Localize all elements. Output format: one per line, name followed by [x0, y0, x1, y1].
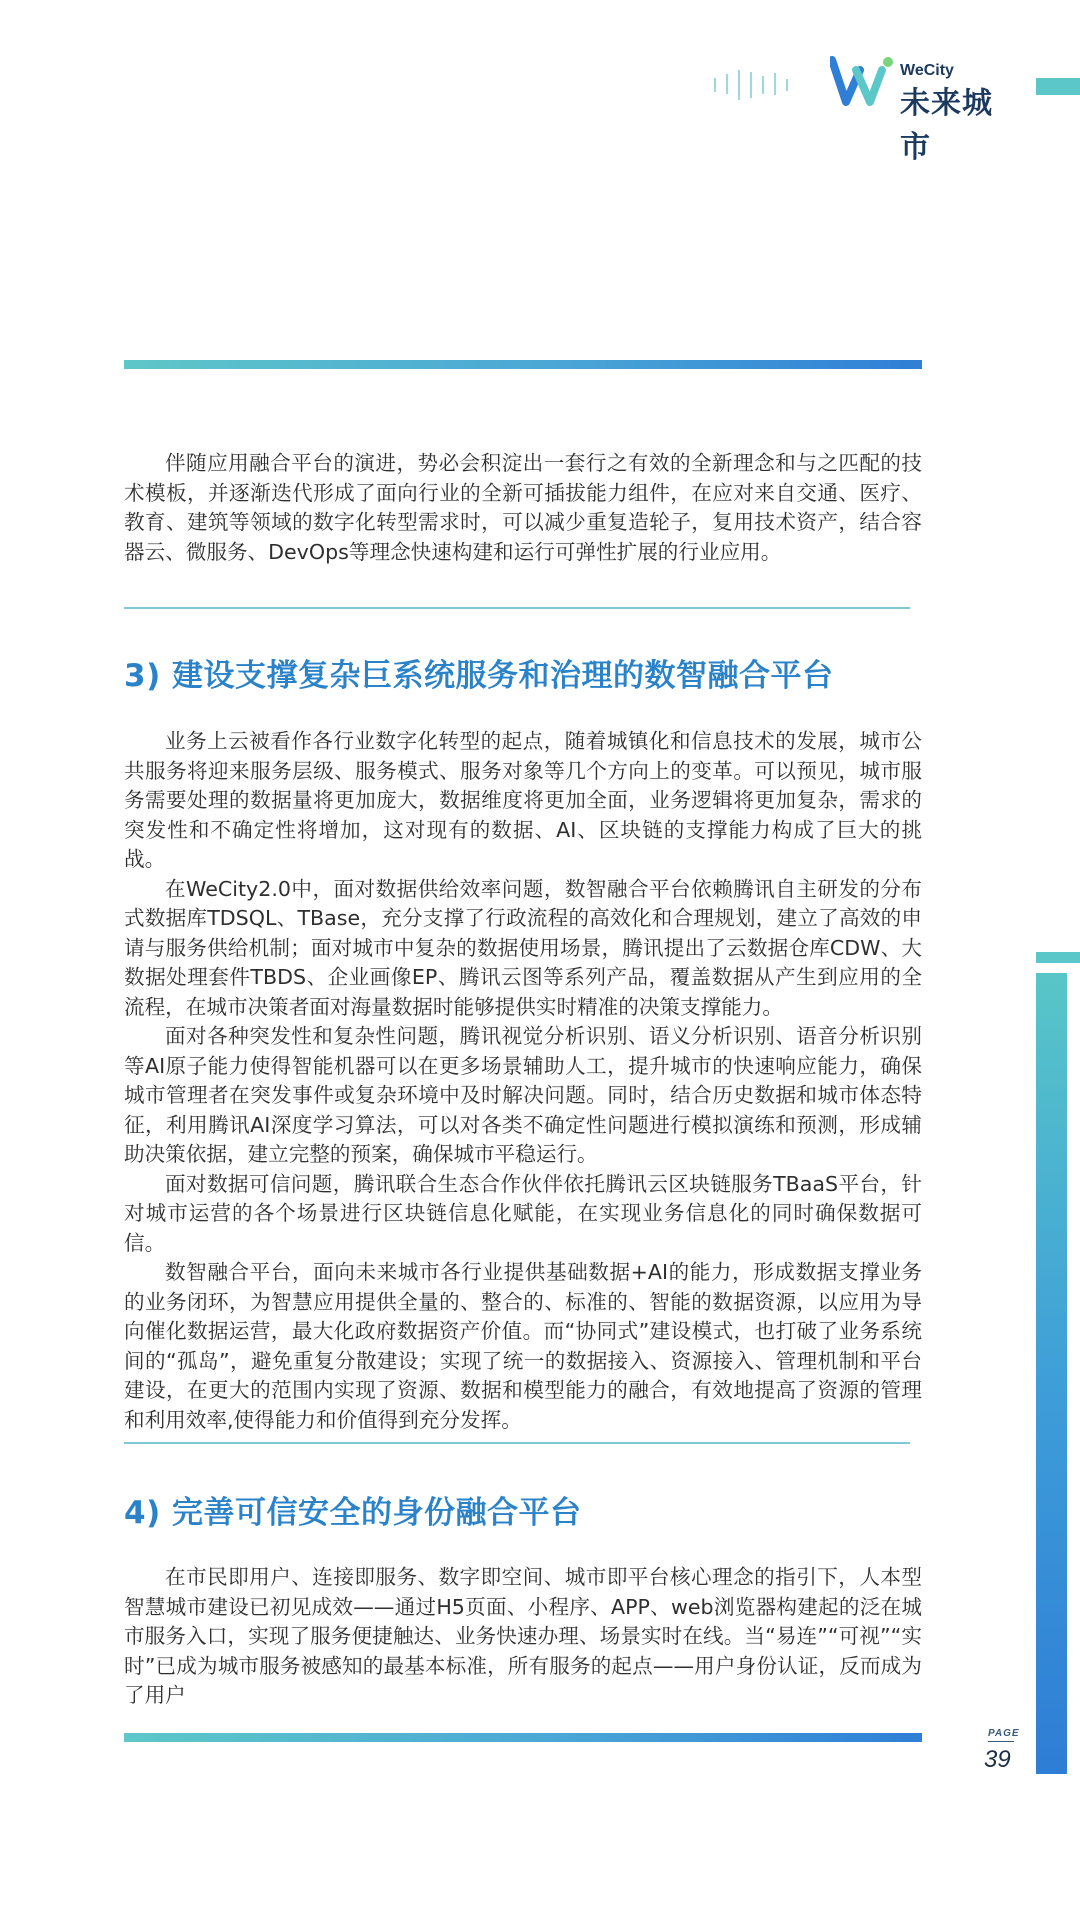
decorative-tick-marks [714, 70, 794, 100]
side-accent-bar [1036, 973, 1067, 1774]
section-3-paragraph: 业务上云被看作各行业数字化转型的起点，随着城镇化和信息技术的发展，城市公共服务将迎来服务层级、服务模式、服务对象等几个方向上的变革。可以预见，城市服务需要处理的数据量将更加庞大，数据维度将更加全面，业务逻辑将更加复杂，需求的突发性和不确定性将增加，这对现有的数据、AI、区块链的支撑能力构成了巨大的挑战。 [124, 729, 922, 871]
page-number: 39 [984, 1746, 1011, 1773]
section-divider [124, 607, 910, 609]
section-4-paragraph: 在市民即用户、连接即服务、数字即空间、城市即平台核心理念的指引下，人本型智慧城市建设已初见成效——通过H5页面、小程序、APP、web浏览器构建起的泛在城市服务入口，实现了服务便捷触达、业务快速办理、场景实时在线。当“易连”“可视”“实时”已成为城市服务被感知的最基本标准，所有服务的起点——用户身份认证，反而成为了用户 [124, 1565, 922, 1707]
section-3-heading: 3) 建设支撑复杂巨系统服务和治理的数智融合平台 [124, 658, 834, 694]
intro-paragraph: 伴随应用融合平台的演进，势必会积淀出一套行之有效的全新理念和与之匹配的技术模板，并逐渐迭代形成了面向行业的全新可插拔能力组件，在应对来自交通、医疗、教育、建筑等领域的数字化转型需求时，可以减少重复造轮子，复用技术资产，结合容器云、微服务、DevOps等理念快速构建和运行可弹性扩展的行业应用。 [124, 451, 922, 564]
section-divider [124, 1442, 910, 1444]
page-label-rule [988, 1741, 1014, 1742]
page-label: PAGE [988, 1728, 1020, 1739]
intro-text [124, 449, 922, 567]
logo-wordmark-small: WeCity [900, 62, 954, 79]
section-3-paragraph: 面对数据可信问题，腾讯联合生态合作伙伴依托腾讯云区块链服务TBaaS平台，针对城市运营的各个场景进行区块链信息化赋能，在实现业务信息化的同时确保数据可信。 [124, 1171, 922, 1255]
header-accent-bar [1036, 78, 1080, 95]
logo-wordmark: 未来城市 [900, 86, 993, 165]
wecity-logo-icon [830, 56, 894, 108]
section-3-body [124, 727, 922, 1435]
top-divider [124, 360, 922, 369]
section-4-body [124, 1563, 922, 1711]
section-4-heading: 4) 完善可信安全的身份融合平台 [124, 1495, 582, 1531]
section-3-paragraph: 面对各种突发性和复杂性问题，腾讯视觉分析识别、语义分析识别、语音分析识别等AI原子能力使得智能机器可以在更多场景辅助人工，提升城市的快速响应能力，确保城市管理者在突发事件或复杂环境中及时解决问题。同时，结合历史数据和城市体态特征，利用腾讯AI深度学习算法，可以对各类不确定性问题进行模拟演练和预测，形成辅助决策依据，建立完整的预案，确保城市平稳运行。 [124, 1024, 922, 1166]
wecity-logo [830, 56, 1010, 165]
section-3-paragraph: 数智融合平台，面向未来城市各行业提供基础数据+AI的能力，形成数据支撑业务的业务闭环，为智慧应用提供全量的、整合的、标准的、智能的数据资源，以应用为导向催化数据运营，最大化政府数据资产价值。而“协同式”建设模式，也打破了业务系统间的“孤岛”，避免重复分散建设；实现了统一的数据接入、资源接入、管理机制和平台建设，在更大的范围内实现了资源、数据和模型能力的融合，有效地提高了资源的管理和利用效率,使得能力和价值得到充分发挥。 [124, 1260, 922, 1432]
side-accent-small [1036, 952, 1080, 963]
section-3-paragraph: 在WeCity2.0中，面对数据供给效率问题，数智融合平台依赖腾讯自主研发的分布式数据库TDSQL、TBase，充分支撑了行政流程的高效化和合理规划，建立了高效的申请与服务供给机制；面对城市中复杂的数据使用场景，腾讯提出了云数据仓库CDW、大数据处理套件TBDS、企业画像EP、腾讯云图等系列产品，覆盖数据从产生到应用的全流程，在城市决策者面对海量数据时能够提供实时精准的决策支撑能力。 [124, 876, 922, 1019]
bottom-divider [124, 1733, 922, 1742]
